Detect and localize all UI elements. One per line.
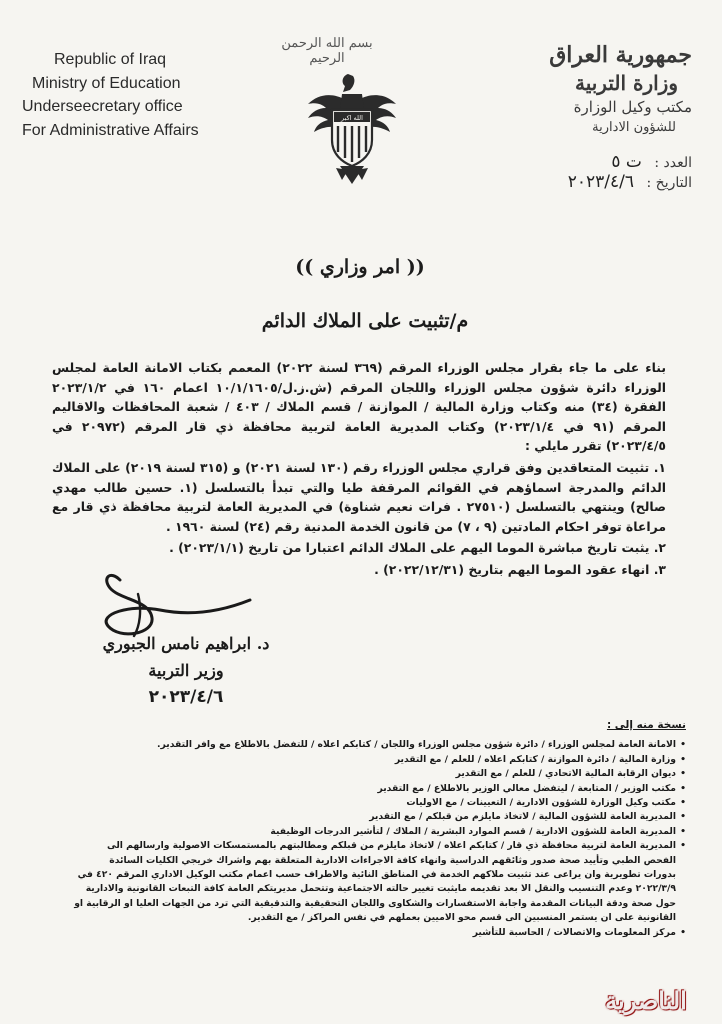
copies-list-item: • ديوان الرقابة المالية الاتحادي / للعلم / مع التقدير bbox=[74, 767, 686, 781]
body-item-1: ١. تثبيت المتعاقدين وفق قراري مجلس الوزراء رقم (١٣٠ لسنة ٢٠٢١) و (٣١٥ لسنة ٢٠١٩) على الملاك الدائم والمدرجة اسماؤهم في القوائم المرقفة طيا والتي تبدأ بالتسلسل (١. حسين طالب مهدي صالح) وينتهي بالتسلسل (٢٧٥١٠ . فرات نعيم شناوة) في المديرية العامة لتربية محافظة ذي قار مع مراعاة توفر احكام المادتين (٩ ، ٧) من قانون الخدمة المدنية رقم (٢٤) لسنة ١٩٦٠ . bbox=[52, 459, 666, 534]
reference-number-label: العدد : bbox=[654, 155, 692, 171]
body-item-3: ٣. انهاء عقود الموما اليهم بتاريخ (٢٠٢٢/١٢/٣١) . bbox=[374, 561, 666, 577]
letterhead-ar-affairs: للشؤون الادارية bbox=[592, 120, 676, 135]
reference-number-value: ت ٥ bbox=[611, 152, 642, 172]
signer-block bbox=[96, 630, 276, 711]
copies-section bbox=[74, 718, 686, 940]
copies-list-item: • المديرية العامة للشؤون المالية / لاتخاذ مايلزم من قبلكم / مع التقدير bbox=[74, 810, 686, 824]
copies-list-item: • مكتب الوزير / المتابعة / ليتفضل معالي الوزير بالاطلاع / مع التقدير bbox=[74, 782, 686, 796]
order-subject: م/تثبيت على الملاك الدائم bbox=[261, 310, 469, 332]
watermark-logo: الناصرية bbox=[605, 986, 687, 1015]
body-item-2: ٢. يثبت تاريخ مباشرة الموما اليهم على الملاك الدائم اعتبارا من تاريخ (٢٠٢٣/١/١) . bbox=[169, 540, 666, 556]
copies-list-item: • المديرية العامة للشؤون الادارية / قسم الموارد البشرية / الملاك / لتأشير الدرجات الوظيفية bbox=[74, 825, 686, 839]
copies-list bbox=[74, 738, 686, 940]
copies-list-item: • مكتب وكيل الوزارة للشؤون الادارية / التعيينات / مع الاوليات bbox=[74, 796, 686, 810]
issue-date bbox=[472, 172, 692, 192]
copies-list-item: • مركز المعلومات والاتصالات / الحاسبة للتأشير bbox=[74, 926, 686, 940]
letterhead-ar-country: جمهورية العراق bbox=[549, 42, 692, 68]
letterhead-en-country: Republic of Iraq bbox=[54, 51, 167, 68]
copies-list-item: • المديرية العامة لتربية محافظة ذي قار / كتابكم اعلاه / لاتخاذ مايلزم من قبلكم ومطالبتهم بالمستمسكات الاصولية وارسالهم الى الفحص الطبي وتأييد صحة صدور وثائقهم الدراسية وانهاء كافة الاجراءات الادارية المتعلقة بهم واشراك خريجي الكليات السائدة بدورات تطويرية وان يراعى عند تثبيت ملاكهم الخدمة في المناطق النائية والاطراف حسب اعمام مكتب الوكيل الاداري المرقم ٤٢٠ في ٢٠٢٢/٣/٩ وعدم التنسيب والنقل الا بعد تقديمه مايثبت تغيير حالته الاجتماعية وتتحمل مديريتكم العامة كافة التبعات القانونية والادارية حول صحة ودقة البيانات المقدمة واجابة الاستفسارات والشكاوى واللجان التحقيقية والتدقيقية التي ترد من الجهات العليا او الرقابية او القانونية على ان يستمر المنسبين الى قسم محو الاميين بعملهم في نفس المراكز / مع التقدير. bbox=[74, 839, 686, 925]
copies-list-item: • وزارة المالية / دائرة الموازنة / كتابكم اعلاه / للعلم / مع التقدير bbox=[74, 753, 686, 767]
eagle-emblem-icon bbox=[302, 70, 402, 188]
letterhead-en-office: Underseecretary office bbox=[22, 98, 183, 115]
signer-position: وزير التربية bbox=[148, 661, 224, 680]
issue-date-value: ٢٠٢٣/٤/٦ bbox=[567, 172, 635, 192]
issue-date-label: التاريخ : bbox=[646, 175, 692, 191]
order-body bbox=[52, 358, 666, 580]
letterhead-en-affairs: For Administrative Affairs bbox=[22, 121, 199, 139]
signer-name: د. ابراهيم نامس الجبوري bbox=[102, 634, 270, 653]
english-letterhead bbox=[22, 48, 242, 142]
letterhead-ar-ministry: وزارة التربية bbox=[574, 71, 678, 95]
reference-number bbox=[472, 152, 692, 172]
emblem-inscription: الله اكبر bbox=[341, 114, 363, 122]
order-title: (( امر وزاري )) bbox=[295, 256, 425, 278]
arabic-letterhead bbox=[472, 40, 692, 192]
letterhead-ar-office: مكتب وكيل الوزارة bbox=[573, 98, 692, 116]
body-intro: بناء على ما جاء بقرار مجلس الوزراء المرقم (٣٦٩ لسنة ٢٠٢٢) المعمم بكتاب الامانة العامة لمجلس الوزراء دائرة شؤون مجلس الوزراء واللجان المرقم (ش.ز.ل/١٠/١/١٦٠٥ اعمام ١٦٠ في ٢٠٢٣/١/٢ الفقرة (٣٤) منه وكتاب وزارة المالية / الموازنة / قسم الملاك / ٤٠٣ / شعبة المحافظات والاقاليم المرقم (٩١ في ٢٠٢٣/١/٤) وكتاب المديرية العامة لتربية محافظة ذي قار المرقم (٢٠٩٧٢ في ٢٠٢٣/٤/٥) تقرر مايلي : bbox=[52, 360, 667, 454]
copies-title: نسخة منه إلى : bbox=[606, 719, 686, 731]
copies-list-item: • الامانة العامة لمجلس الوزراء / دائرة شؤون مجلس الوزراء واللجان / كتابكم اعلاه / للتفضل بالاطلاع مع وافر التقدير. bbox=[74, 738, 686, 752]
signer-date: ٢٠٢٣/٤/٦ bbox=[148, 687, 224, 707]
letterhead-en-ministry: Ministry of Education bbox=[32, 74, 181, 92]
basmala: بسم الله الرحمن الرحيم bbox=[281, 36, 373, 66]
